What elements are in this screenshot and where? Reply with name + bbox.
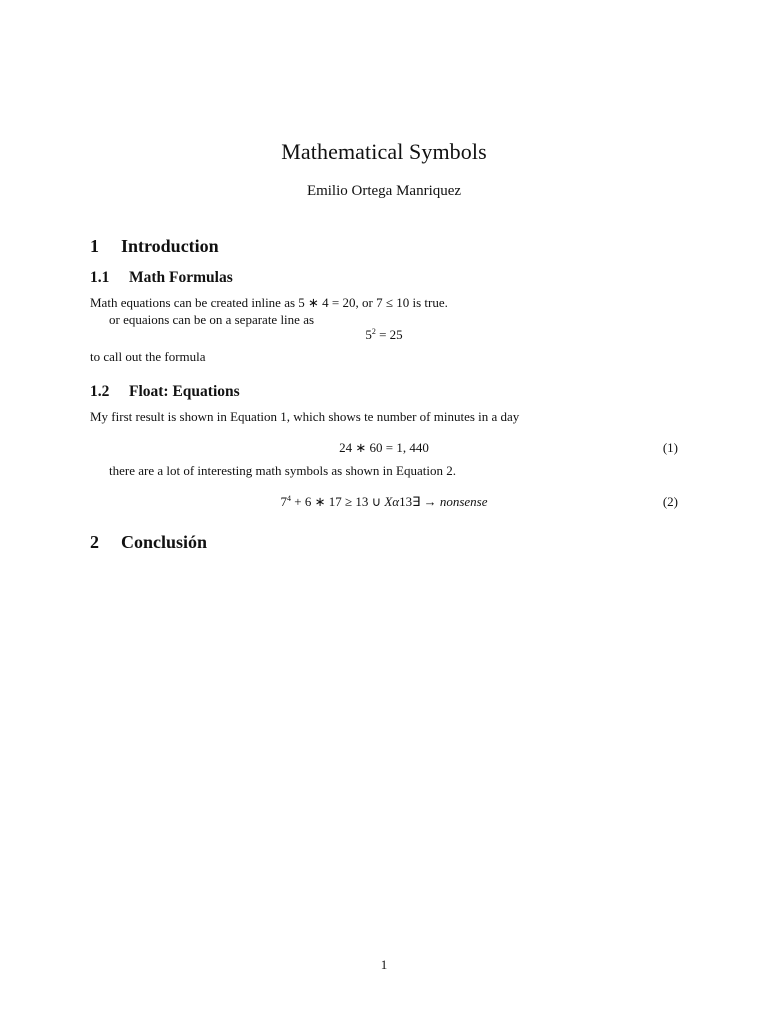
subsection-number: 1.2: [90, 383, 110, 400]
paragraph-inline-math: [90, 295, 448, 311]
equation-part: + 6 ∗ 17 ≥ 13 ∪: [290, 494, 385, 509]
paragraph-first-result: My first result is shown in Equation 1, which shows te number of minutes in a day: [90, 409, 520, 424]
subsection-heading-float-equations: [90, 383, 240, 401]
equation-base: 5: [365, 327, 372, 342]
paragraph-text: is true.: [409, 295, 448, 310]
paragraph-text: , or: [355, 295, 377, 310]
section-heading-introduction: [90, 236, 219, 257]
subsection-heading-math-formulas: [90, 269, 233, 287]
page-number: 1: [380, 957, 388, 972]
equation-exponent: 2: [371, 327, 376, 336]
equation-tag: (2): [662, 494, 678, 509]
equation-tag: (1): [662, 440, 678, 455]
equation-part: 13∃ →: [399, 494, 440, 509]
document-title: Mathematical Symbols: [281, 139, 487, 164]
equation-body: [90, 494, 678, 510]
section-heading-conclusion: [90, 532, 207, 553]
paragraph-separate-line: or equaions can be on a separate line as: [109, 312, 315, 327]
equation-word: nonsense: [439, 494, 488, 509]
inline-equation: 7 ≤ 10: [376, 295, 410, 310]
section-number: 1: [90, 236, 99, 256]
section-title: Conclusión: [121, 532, 208, 552]
inline-equation: 5 ∗ 4 = 20: [298, 295, 356, 310]
paragraph-call-out: to call out the formula: [90, 349, 206, 364]
paragraph-interesting-symbols: there are a lot of interesting math symbols as shown in Equation 2.: [109, 463, 456, 478]
equation-body: [90, 327, 678, 343]
section-title: Introduction: [121, 236, 219, 256]
document-author: Emilio Ortega Manriquez: [306, 183, 462, 199]
subsection-number: 1.1: [90, 269, 110, 286]
subsection-title: Float: Equations: [129, 383, 240, 400]
equation-exponent: 4: [286, 494, 291, 503]
equation-variable: Xα: [384, 494, 400, 509]
subsection-title: Math Formulas: [129, 269, 233, 286]
paragraph-text: Math equations can be created inline as: [90, 295, 299, 310]
equation-body: 24 ∗ 60 = 1, 440: [339, 440, 429, 455]
equation-rest: = 25: [375, 327, 403, 342]
section-number: 2: [90, 532, 99, 552]
equation-base: 7: [280, 494, 287, 509]
